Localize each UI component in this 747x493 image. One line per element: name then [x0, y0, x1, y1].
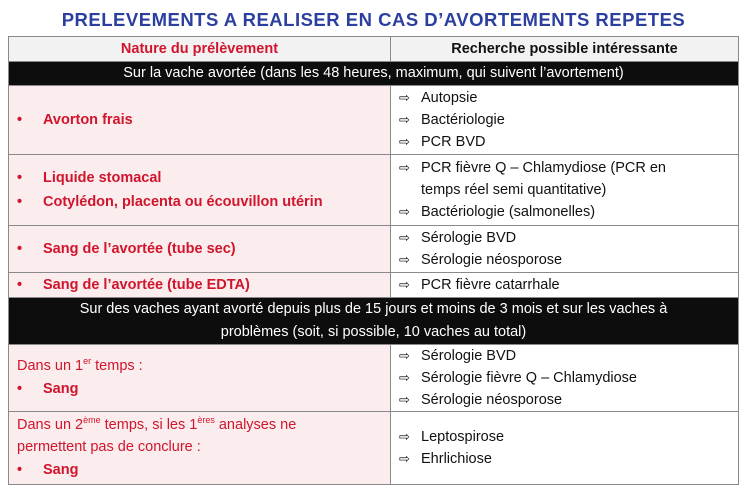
bullet-icon: • [17, 462, 23, 478]
arrow-icon: ⇨ [399, 451, 410, 466]
arrow-icon: ⇨ [399, 277, 410, 292]
table-row [9, 155, 739, 226]
section-band-problem-cows [9, 298, 739, 345]
arrow-icon: ⇨ [399, 134, 410, 149]
research-cell [391, 86, 739, 155]
bullet-icon: • [17, 277, 23, 293]
sample-cell [9, 226, 391, 273]
research-item: ⇨ Sérologie fièvre Q – Chlamydiose [391, 367, 738, 389]
table-row [9, 86, 739, 155]
sample-cell [9, 273, 391, 298]
arrow-icon: ⇨ [399, 429, 410, 444]
sample-intro: Dans un 2ème temps, si les 1ères analyses ne [17, 415, 297, 433]
bullet-icon: • [17, 170, 23, 186]
header-sample-nature: Nature du prélèvement [9, 37, 391, 62]
research-item: ⇨ Ehrlichiose [391, 448, 738, 470]
bullet-icon: • [17, 381, 23, 397]
sample-item: • Sang de l’avortée (tube EDTA) [9, 273, 390, 297]
table-row [9, 273, 739, 298]
arrow-icon: ⇨ [399, 392, 410, 407]
research-item: ⇨ PCR fièvre Q – Chlamydiose (PCR en [391, 157, 738, 179]
sample-item: • Avorton frais [9, 108, 390, 132]
research-item: ⇨ Leptospirose [391, 426, 738, 448]
research-item: ⇨ Sérologie néosporose [391, 389, 738, 411]
table-row [9, 226, 739, 273]
bullet-icon: • [17, 241, 23, 257]
header-possible-research: Recherche possible intéressante [391, 37, 739, 62]
section-title: Sur des vaches ayant avorté depuis plus de 15 jours et moins de 3 mois et sur les vaches à problèmes (soit, si possible, 10 vaches au total) [9, 298, 739, 345]
sampling-table [8, 36, 739, 485]
sample-intro-line2: permettent pas de conclure : [17, 439, 201, 455]
arrow-icon: ⇨ [399, 230, 410, 245]
research-item: ⇨ PCR BVD [391, 131, 738, 153]
research-cell [391, 273, 739, 298]
bullet-icon: • [17, 112, 23, 128]
research-item-continued: temps réel semi quantitative) [421, 182, 607, 198]
table-row [9, 345, 739, 412]
arrow-icon: ⇨ [399, 112, 410, 127]
arrow-icon: ⇨ [399, 370, 410, 385]
research-item: ⇨ Autopsie [391, 87, 738, 109]
sample-item: • Sang de l’avortée (tube sec) [9, 237, 390, 261]
sample-cell [9, 155, 391, 226]
sample-item: • Liquide stomacal [9, 166, 390, 190]
research-item: ⇨ PCR fièvre catarrhale [391, 274, 738, 296]
research-cell [391, 345, 739, 412]
research-item: ⇨ Sérologie BVD [391, 345, 738, 367]
arrow-icon: ⇨ [399, 204, 410, 219]
research-cell [391, 155, 739, 226]
research-item: ⇨ Sérologie néosporose [391, 249, 738, 271]
arrow-icon: ⇨ [399, 160, 410, 175]
sample-intro: Dans un 1er temps : [17, 356, 143, 374]
sample-cell [9, 86, 391, 155]
section-title: Sur la vache avortée (dans les 48 heures, maximum, qui suivent l’avortement) [9, 62, 739, 86]
research-item: ⇨ Bactériologie (salmonelles) [391, 201, 738, 223]
research-cell [391, 412, 739, 485]
arrow-icon: ⇨ [399, 252, 410, 267]
bullet-icon: • [17, 194, 23, 210]
sample-item: • Cotylédon, placenta ou écouvillon utérin [9, 190, 390, 214]
research-cell [391, 226, 739, 273]
section-band-aborted-cow [9, 62, 739, 86]
sample-item: • Sang [9, 458, 390, 482]
research-item: ⇨ Bactériologie [391, 109, 738, 131]
sample-cell [9, 345, 391, 412]
arrow-icon: ⇨ [399, 90, 410, 105]
sample-item: • Sang [9, 377, 390, 401]
arrow-icon: ⇨ [399, 348, 410, 363]
sample-cell [9, 412, 391, 485]
table-header-row [9, 37, 739, 62]
page-title: PRELEVEMENTS A REALISER EN CAS D’AVORTEMENTS REPETES [61, 9, 686, 30]
research-item: ⇨ Sérologie BVD [391, 227, 738, 249]
table-row [9, 412, 739, 485]
